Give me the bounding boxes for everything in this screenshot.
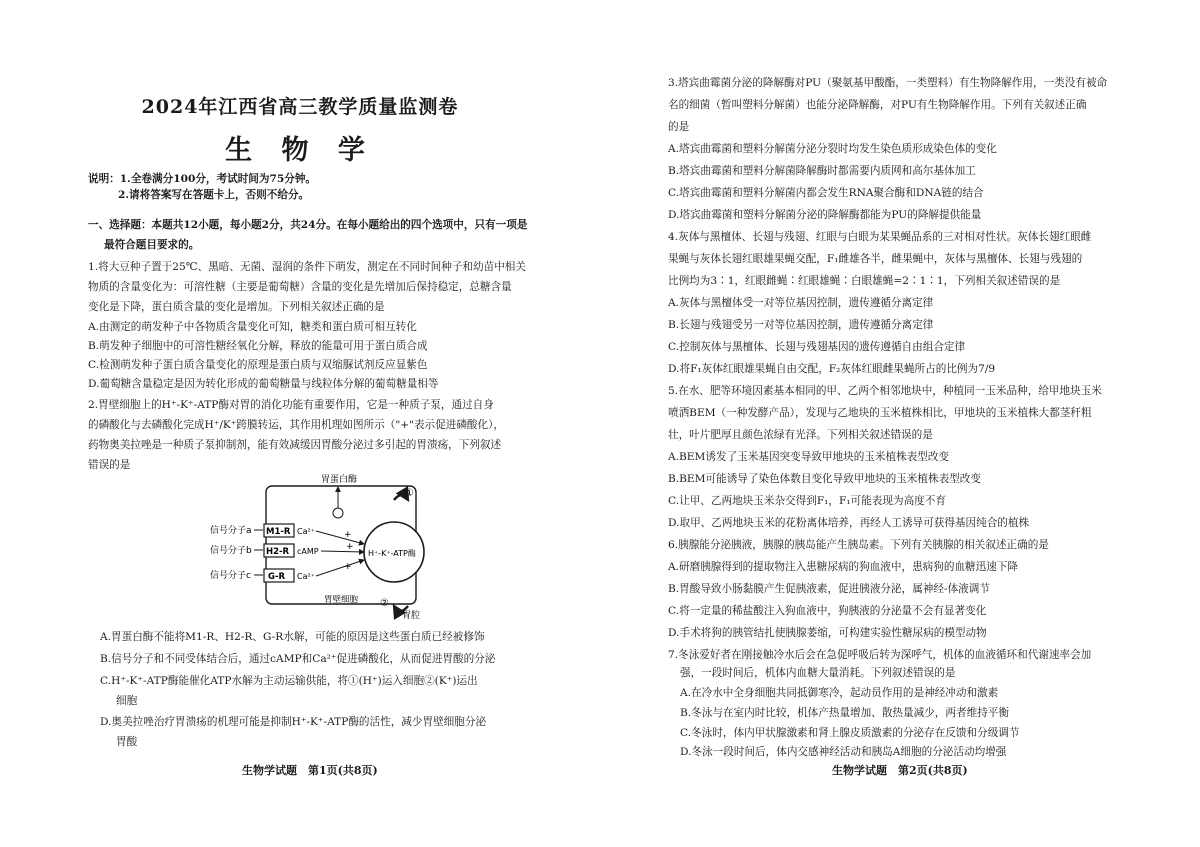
q3-option-d: D.塔宾曲霉菌和塑料分解菌分泌的降解酶都能为PU的降解提供能量 <box>668 209 982 221</box>
q5-stem-line: 壮，叶片肥厚且颜色浓绿有光泽。下列相关叙述错误的是 <box>668 429 933 441</box>
marker-1: ① <box>405 488 414 499</box>
pepsin-granule <box>333 508 343 518</box>
q4-option-a: A.灰体与黑檀体受一对等位基因控制，遗传遵循分离定律 <box>668 297 934 309</box>
ca-arrow-1 <box>316 531 364 544</box>
q7-option-b: B.冬泳与在室内时比较，机体产热量增加、散热量减少，两者维持平衡 <box>680 707 1009 719</box>
q5-stem-line: 5.在水、肥等环境因素基本相同的甲、乙两个相邻地块中，种植同一玉米品种，给甲地块玉米 <box>668 385 1102 397</box>
q2-option-b: B.信号分子和不同受体结合后，通过cAMP和Ca²⁺促进磷酸化，从而促进胃酸的分泌 <box>100 653 496 665</box>
section-heading-line-1: 一、选择题：本题共12小题，每小题2分，共24分。在每小题给出的四个选项中，只有一项是 <box>88 219 528 231</box>
q5-option-a: A.BEM诱发了玉米基因突变导致甲地块的玉米植株表型改变 <box>668 451 950 463</box>
q5-option-b: B.BEM可能诱导了染色体数目变化导致甲地块的玉米植株表型改变 <box>668 473 981 485</box>
q6-stem-line: 6.胰腺能分泌胰液，胰腺的胰岛能产生胰岛素。下列有关胰腺的相关叙述正确的是 <box>668 539 1049 551</box>
cell-label: 胃壁细胞 <box>324 595 359 605</box>
receptor-gr-label: G-R <box>268 572 286 582</box>
note-line-1: 说明：1.全卷满分100分，考试时间为75分钟。 <box>88 173 317 185</box>
signal-b-label: 信号分子b <box>210 546 252 556</box>
section-heading-line-2: 最符合题目要求的。 <box>104 239 200 251</box>
q1-stem-line: 1.将大豆种子置于25℃、黑暗、无菌、湿润的条件下萌发，测定在不同时间种子和幼苗中相关 <box>88 261 526 273</box>
q4-option-c: C.控制灰体与黑檀体、长翅与残翅基因的遗传遵循自由组合定律 <box>668 341 966 353</box>
receptor-m1r-label: M1-R <box>266 527 291 537</box>
q2-option-d-cont: 胃酸 <box>116 736 138 748</box>
exam-title: 2024年江西省高三教学质量监测卷 <box>141 96 459 118</box>
q2-option-c-cont: 细胞 <box>116 695 138 707</box>
mechanism-figure <box>196 472 446 622</box>
q7-option-a: A.在冷水中全身细胞共同抵御寒冷，起动员作用的是神经冲动和激素 <box>680 687 999 699</box>
q2-option-a: A.胃蛋白酶不能将M1-R、H2-R、G-R水解，可能的原因是这些蛋白质已经被修饰 <box>100 631 485 643</box>
marker-2: ② <box>380 598 389 609</box>
q3-option-b: B.塔宾曲霉菌和塑料分解菌降解酶时都需要内质网和高尔基体加工 <box>668 165 976 177</box>
q2-stem-line: 错误的是 <box>88 459 131 471</box>
q1-option-b: B.萌发种子细胞中的可溶性糖经氧化分解，释放的能量可用于蛋白质合成 <box>88 340 428 352</box>
q2-stem-line: 药物奥美拉唑是一种质子泵抑制剂，能有效减缓因胃酸分泌过多引起的胃溃疡，下列叙述 <box>88 439 502 451</box>
q3-stem-line: 3.塔宾曲霉菌分泌的降解酶对PU（聚氨基甲酸酯，一类塑料）有生物降解作用，一类没有被命 <box>668 77 1108 89</box>
plus-sign: + <box>346 542 354 552</box>
q2-stem-line: 2.胃壁细胞上的H⁺-K⁺-ATP酶对胃的消化功能有重要作用，它是一种质子泵，通过自身 <box>88 399 494 411</box>
q4-option-b: B.长翅与残翅受另一对等位基因控制，遗传遵循分离定律 <box>668 319 934 331</box>
q4-option-d: D.将F₁灰体红眼雄果蝇自由交配，F₂灰体红眼雌果蝇所占的比例为7/9 <box>668 363 996 375</box>
ca-arrow-2 <box>316 560 364 576</box>
q5-option-d: D.取甲、乙两地块玉米的花粉离体培养，再经人工诱导可获得基因纯合的植株 <box>668 517 1030 529</box>
q7-option-d: D.冬泳一段时间后，体内交感神经活动和胰岛A细胞的分泌活动均增强 <box>680 746 1007 758</box>
q2-stem-line: 的磷酸化与去磷酸化完成H⁺/K⁺跨膜转运，其作用机理如图所示（"+"表示促进磷酸化）， <box>88 419 505 431</box>
q5-stem-line: 喷洒BEM（一种发酵产品），发现与乙地块的玉米植株相比，甲地块的玉米植株大都茎秆粗 <box>668 407 1092 419</box>
plus-sign: + <box>344 562 352 572</box>
subject-title: 生 物 学 <box>225 135 375 166</box>
q3-option-c: C.塔宾曲霉菌和塑料分解菌内都会发生RNA聚合酶和DNA链的结合 <box>668 187 984 199</box>
signal-a-label: 信号分子a <box>210 526 252 536</box>
receptor-h2r-label: H2-R <box>266 547 290 557</box>
q6-option-b: B.胃酸导致小肠黏膜产生促胰液素，促进胰液分泌，属神经-体液调节 <box>668 583 990 595</box>
q1-option-a: A.由测定的萌发种子中各物质含量变化可知，糖类和蛋白质可相互转化 <box>88 321 417 333</box>
q3-stem-line: 名的细菌（暂叫塑料分解菌）也能分泌降解酶，对PU有生物降解作用。下列有关叙述正确 <box>668 99 1087 111</box>
q1-option-d: D.葡萄糖含量稳定是因为转化形成的葡萄糖量与线粒体分解的葡萄糖量相等 <box>88 378 439 390</box>
q2-option-c: C.H⁺-K⁺-ATP酶能催化ATP水解为主动运输供能，将①(H⁺)运入细胞②(K⁺)运出 <box>100 675 478 687</box>
q1-option-c: C.检测萌发种子蛋白质含量变化的原理是蛋白质与双缩脲试剂反应显紫色 <box>88 359 428 371</box>
q5-option-c: C.让甲、乙两地块玉米杂交得到F₁，F₁可能表现为高度不育 <box>668 495 946 507</box>
q4-stem-line: 果蝇与灰体长翅红眼雄果蝇交配，F₁雌雄各半，雌果蝇中，灰体与黑檀体、长翅与残翅的 <box>668 253 1083 265</box>
q3-option-a: A.塔宾曲霉菌和塑料分解菌分泌分裂时均发生染色质形成染色体的变化 <box>668 143 997 155</box>
lumen-label: 胃腔 <box>402 611 421 621</box>
ca-label-1: Ca²⁺ <box>297 527 315 536</box>
ca-label-2: Ca²⁺ <box>297 572 315 581</box>
page-footer-1: 生物学试题 第1页(共8页) <box>242 764 378 777</box>
q6-option-d: D.手术将狗的胰管结扎使胰腺萎缩，可构建实验性糖尿病的模型动物 <box>668 627 987 639</box>
note-line-2: 2.请将答案写在答题卡上，否则不给分。 <box>118 189 310 201</box>
enzyme-label: H⁺-K⁺-ATP酶 <box>368 549 416 558</box>
q6-option-a: A.研磨胰腺得到的提取物注入患糖尿病的狗血液中，患病狗的血糖迅速下降 <box>668 561 1019 573</box>
camp-label: cAMP <box>297 547 319 556</box>
q4-stem-line: 比例均为3∶1，红眼雌蝇∶红眼雄蝇∶白眼雄蝇=2∶1∶1，下列相关叙述错误的是 <box>668 275 1061 287</box>
signal-c-label: 信号分子c <box>210 571 251 581</box>
q7-stem-line: 强，一段时间后，机体内血糖大量消耗。下列叙述错误的是 <box>680 667 956 679</box>
q3-stem-line: 的是 <box>668 121 690 133</box>
q1-stem-line: 变化是下降，蛋白质含量的变化是增加。下列相关叙述正确的是 <box>88 301 385 313</box>
camp-arrow <box>321 551 364 552</box>
q7-stem-line: 7.冬泳爱好者在刚接触冷水后会在急促呼吸后转为深呼气，机体的血液循环和代谢速率会加 <box>668 649 1092 661</box>
proton-pump-diagram <box>196 472 446 622</box>
q6-option-c: C.将一定量的稀盐酸注入狗血液中，狗胰液的分泌量不会有显著变化 <box>668 605 987 617</box>
page-2 <box>600 0 1200 847</box>
q4-stem-line: 4.灰体与黑檀体、长翅与残翅、红眼与白眼为某果蝇品系的三对相对性状。灰体长翅红眼雌 <box>668 231 1092 243</box>
pepsin-label: 胃蛋白酶 <box>321 475 358 485</box>
q7-option-c: C.冬泳时，体内甲状腺激素和肾上腺皮质激素的分泌存在反馈和分级调节 <box>680 727 1020 739</box>
plus-sign: + <box>344 530 352 540</box>
page-footer-2: 生物学试题 第2页(共8页) <box>832 764 968 777</box>
q2-option-d: D.奥美拉唑治疗胃溃疡的机理可能是抑制H⁺-K⁺-ATP酶的活性，减少胃壁细胞分泌 <box>100 716 487 728</box>
q1-stem-line: 物质的含量变化为：可溶性糖（主要是葡萄糖）含量的变化是先增加后保持稳定，总糖含量 <box>88 281 512 293</box>
